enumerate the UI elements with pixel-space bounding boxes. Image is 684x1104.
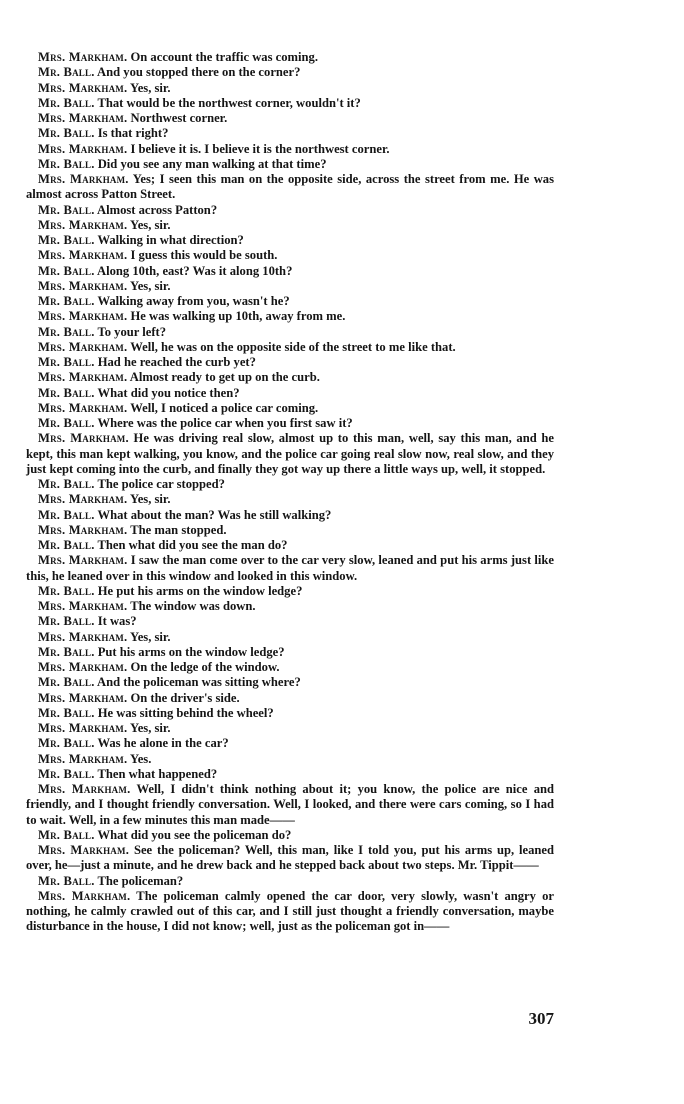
- speaker-label: Mr. Ball.: [38, 736, 95, 751]
- testimony-text: Walking away from you, wasn't he?: [97, 294, 290, 308]
- speaker-label: Mr. Ball.: [38, 202, 95, 217]
- testimony-paragraph: [26, 599, 554, 614]
- testimony-paragraph: [26, 538, 554, 553]
- testimony-text: I believe it is. I believe it is the northwest corner.: [130, 141, 390, 156]
- speaker-label: Mr. Ball.: [38, 507, 95, 522]
- testimony-text: The window was down.: [130, 599, 256, 613]
- speaker-label: Mr. Ball.: [38, 233, 95, 247]
- testimony-paragraph: [26, 309, 554, 324]
- testimony-text: Almost ready to get up on the curb.: [129, 370, 320, 385]
- speaker-label: Mr. Ball.: [38, 416, 95, 430]
- speaker-label: Mr. Ball.: [38, 538, 95, 552]
- speaker-label: Mr. Ball.: [38, 873, 95, 888]
- speaker-label: Mrs. Markham.: [38, 248, 128, 263]
- testimony-paragraph: [26, 584, 554, 599]
- testimony-text: Yes, sir.: [130, 80, 171, 95]
- speaker-label: Mrs. Markham.: [38, 309, 128, 324]
- testimony-paragraph: [26, 340, 554, 355]
- testimony-text: Yes; I seen this man on the opposite side, across the street from me. He was almost across Patton Street.: [26, 172, 555, 202]
- testimony-paragraph: [26, 828, 554, 843]
- testimony-text: Almost across Patton?: [97, 202, 218, 217]
- testimony-text: And you stopped there on the corner?: [97, 65, 301, 80]
- testimony-paragraph: [26, 218, 554, 233]
- testimony-text: Did you see any man walking at that time?: [97, 156, 327, 171]
- testimony-text: What did you notice then?: [97, 385, 240, 400]
- testimony-paragraph: [26, 248, 554, 263]
- testimony-text: And the policeman was sitting where?: [97, 675, 301, 690]
- testimony-paragraph: [26, 65, 554, 80]
- testimony-text: He was sitting behind the wheel?: [97, 705, 274, 720]
- testimony-text: Along 10th, east? Was it along 10th?: [97, 263, 293, 278]
- testimony-text: Well, I didn't think nothing about it; you know, the police are nice and friendly, and I thought friendly conversation. Well, I looked, and there were cars coming, so I had to wait. Well, in a few minutes this man made——: [26, 782, 555, 827]
- testimony-paragraph: [26, 645, 554, 660]
- testimony-text: I saw the man come over to the car very slow, leaned and put his arms just like this, he leaned over in this window and looked in this window.: [26, 553, 554, 583]
- speaker-label: Mrs. Markham.: [38, 111, 128, 125]
- testimony-paragraph: [26, 325, 554, 340]
- testimony-text: Walking in what direction?: [97, 233, 244, 247]
- testimony-text: Where was the police car when you first saw it?: [97, 416, 353, 430]
- testimony-paragraph: [26, 874, 554, 889]
- speaker-label: Mrs. Markham.: [38, 339, 128, 354]
- speaker-label: Mr. Ball.: [38, 583, 95, 598]
- speaker-label: Mr. Ball.: [38, 355, 95, 369]
- testimony-paragraph: [26, 386, 554, 401]
- speaker-label: Mr. Ball.: [38, 126, 95, 141]
- speaker-label: Mrs. Markham.: [38, 751, 128, 766]
- testimony-text: On the driver's side.: [130, 690, 240, 705]
- testimony-text: Yes, sir.: [130, 217, 171, 232]
- testimony-paragraph: [26, 752, 554, 767]
- testimony-text: Yes.: [130, 751, 152, 766]
- testimony-paragraph: [26, 172, 554, 203]
- testimony-paragraph: [26, 370, 554, 385]
- testimony-paragraph: [26, 691, 554, 706]
- testimony-text: Then what did you see the man do?: [97, 538, 288, 552]
- testimony-paragraph: [26, 294, 554, 309]
- testimony-paragraph: [26, 889, 554, 935]
- testimony-paragraph: [26, 630, 554, 645]
- testimony-text: He was driving real slow, almost up to this man, well, say this man, and he kept, this man kept walking, you know, and the police car going real slow now, real slow, and they just kept coming into the curb, and finally they got way up there a little ways up, well, it stopped.: [26, 431, 554, 476]
- speaker-label: Mrs. Markham.: [38, 522, 128, 537]
- speaker-label: Mr. Ball.: [38, 65, 95, 80]
- speaker-label: Mrs. Markham.: [38, 80, 128, 95]
- speaker-label: Mr. Ball.: [38, 705, 95, 720]
- testimony-text: On the ledge of the window.: [130, 660, 280, 674]
- testimony-paragraph: [26, 142, 554, 157]
- testimony-paragraph: [26, 523, 554, 538]
- speaker-label: Mrs. Markham.: [38, 172, 129, 186]
- testimony-paragraph: [26, 355, 554, 370]
- testimony-text: Is that right?: [97, 126, 169, 141]
- speaker-label: Mrs. Markham.: [38, 492, 128, 507]
- testimony-paragraph: [26, 431, 554, 477]
- testimony-text: Yes, sir.: [130, 278, 171, 293]
- testimony-paragraph: [26, 843, 554, 874]
- testimony-text: Northwest corner.: [130, 111, 228, 125]
- testimony-text: It was?: [97, 614, 137, 629]
- testimony-text: What did you see the policeman do?: [97, 827, 292, 842]
- testimony-text: The policeman calmly opened the car door, very slowly, wasn't angry or nothing, he calmly crawled out of this car, and I still just thought a friendly conversation, maybe disturbance in the house, I did not know; well, just as the policeman got in——: [26, 888, 554, 934]
- testimony-text: Had he reached the curb yet?: [97, 355, 256, 369]
- speaker-label: Mrs. Markham.: [38, 843, 130, 857]
- testimony-paragraph: [26, 553, 554, 584]
- speaker-label: Mrs. Markham.: [38, 370, 128, 385]
- testimony-text: That would be the northwest corner, wouldn't it?: [97, 95, 361, 110]
- speaker-label: Mrs. Markham.: [38, 217, 128, 232]
- speaker-label: Mrs. Markham.: [38, 629, 128, 644]
- speaker-label: Mrs. Markham.: [38, 721, 128, 735]
- speaker-label: Mr. Ball.: [38, 827, 95, 842]
- speaker-label: Mrs. Markham.: [38, 400, 128, 415]
- speaker-label: Mrs. Markham.: [38, 50, 128, 64]
- testimony-paragraph: [26, 111, 554, 126]
- speaker-label: Mrs. Markham.: [38, 660, 128, 674]
- testimony-paragraph: [26, 660, 554, 675]
- testimony-text: He was walking up 10th, away from me.: [130, 309, 346, 324]
- testimony-text: He put his arms on the window ledge?: [97, 583, 303, 598]
- speaker-label: Mr. Ball.: [38, 324, 95, 339]
- testimony-paragraph: [26, 767, 554, 782]
- speaker-label: Mr. Ball.: [38, 675, 95, 690]
- testimony-paragraph: [26, 203, 554, 218]
- testimony-text: See the policeman? Well, this man, like I told you, put his arms up, leaned over, he—just a minute, and he drew back and he stepped back about two steps. Mr. Tippit——: [26, 843, 554, 873]
- speaker-label: Mr. Ball.: [38, 614, 95, 629]
- testimony-text: The policeman?: [97, 873, 184, 888]
- testimony-text: Then what happened?: [97, 766, 218, 781]
- speaker-label: Mrs. Markham.: [38, 690, 128, 705]
- testimony-paragraph: [26, 416, 554, 431]
- testimony-text: Well, he was on the opposite side of the street to me like that.: [130, 339, 456, 354]
- testimony-text: What about the man? Was he still walking?: [97, 507, 332, 522]
- speaker-label: Mr. Ball.: [38, 263, 95, 278]
- testimony-text: I guess this would be south.: [130, 248, 278, 263]
- testimony-paragraph: [26, 279, 554, 294]
- testimony-paragraph: [26, 264, 554, 279]
- testimony-text: Well, I noticed a police car coming.: [130, 400, 319, 415]
- testimony-paragraph: [26, 782, 554, 828]
- testimony-paragraph: [26, 706, 554, 721]
- testimony-text: The police car stopped?: [97, 477, 225, 491]
- speaker-label: Mr. Ball.: [38, 477, 95, 491]
- speaker-label: Mrs. Markham.: [38, 431, 129, 446]
- testimony-text: Yes, sir.: [130, 721, 171, 735]
- testimony-paragraph: [26, 675, 554, 690]
- testimony-text: On account the traffic was coming.: [130, 50, 318, 64]
- testimony-paragraph: [26, 508, 554, 523]
- speaker-label: Mr. Ball.: [38, 156, 95, 171]
- speaker-label: Mrs. Markham.: [38, 599, 128, 613]
- speaker-label: Mr. Ball.: [38, 385, 95, 400]
- speaker-label: Mrs. Markham.: [38, 782, 131, 796]
- testimony-text: Put his arms on the window ledge?: [97, 644, 285, 659]
- speaker-label: Mrs. Markham.: [38, 278, 128, 293]
- testimony-paragraph: [26, 157, 554, 172]
- speaker-label: Mrs. Markham.: [38, 141, 128, 156]
- speaker-label: Mr. Ball.: [38, 766, 95, 781]
- testimony-paragraph: [26, 477, 554, 492]
- testimony-text: Yes, sir.: [130, 629, 171, 644]
- speaker-label: Mrs. Markham.: [38, 553, 128, 568]
- transcript-body: [26, 50, 554, 935]
- speaker-label: Mrs. Markham.: [38, 888, 131, 903]
- testimony-paragraph: [26, 50, 554, 65]
- testimony-text: Yes, sir.: [130, 492, 171, 507]
- testimony-paragraph: [26, 126, 554, 141]
- testimony-paragraph: [26, 401, 554, 416]
- testimony-paragraph: [26, 736, 554, 751]
- testimony-paragraph: [26, 614, 554, 629]
- speaker-label: Mr. Ball.: [38, 294, 95, 308]
- testimony-paragraph: [26, 81, 554, 96]
- testimony-paragraph: [26, 721, 554, 736]
- testimony-paragraph: [26, 492, 554, 507]
- testimony-paragraph: [26, 233, 554, 248]
- testimony-text: To your left?: [97, 324, 167, 339]
- testimony-text: Was he alone in the car?: [97, 736, 229, 751]
- speaker-label: Mr. Ball.: [38, 95, 95, 110]
- testimony-text: The man stopped.: [130, 522, 227, 537]
- page-number: 307: [528, 1009, 554, 1028]
- speaker-label: Mr. Ball.: [38, 644, 95, 659]
- testimony-paragraph: [26, 96, 554, 111]
